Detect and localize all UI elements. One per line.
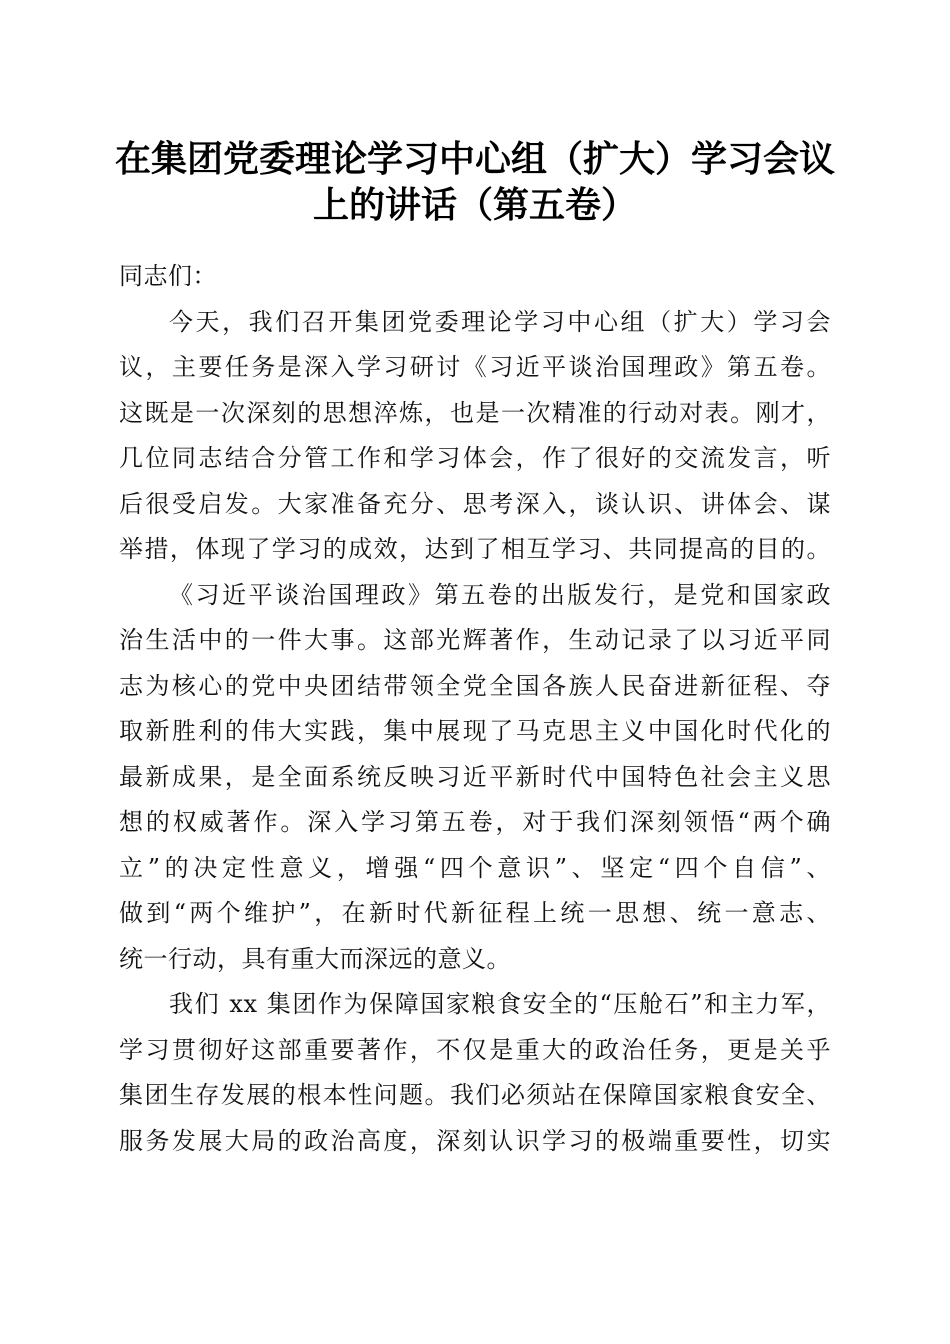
paragraph-line: 集团生存发展的根本性问题。我们必须站在保障国家粮食安全、 (119, 1081, 831, 1109)
paragraph-3 (119, 982, 831, 1164)
title-line-2: 上的讲话（第五卷） (312, 184, 637, 226)
document-body (119, 254, 831, 1164)
paragraph-line: 统一行动，具有重大而深远的意义。 (119, 944, 511, 973)
paragraph-2 (119, 573, 831, 983)
paragraph-line: 我们 xx 集团作为保障国家粮食安全的“压舱石”和主力军， (169, 990, 831, 1018)
paragraph-line: 做到“两个维护”，在新时代新征程上统一思想、统一意志、 (119, 899, 831, 927)
salutation: 同志们： (119, 262, 217, 290)
paragraph-line: 举措，体现了学习的成效，达到了相互学习、共同提高的目的。 (119, 535, 831, 563)
paragraph-line: 想的权威著作。深入学习第五卷，对于我们深刻领悟“两个确 (119, 808, 831, 836)
paragraph-line: 立”的决定性意义，增强“四个意识”、坚定“四个自信”、 (119, 853, 831, 882)
paragraph-line: 今天，我们召开集团党委理论学习中心组（扩大）学习会 (169, 307, 831, 336)
paragraph-line: 《习近平谈治国理政》第五卷的出版发行，是党和国家政 (169, 580, 831, 609)
paragraph-line: 志为核心的党中央团结带领全党全国各族人民奋进新征程、夺 (119, 671, 831, 700)
paragraph-line: 学习贯彻好这部重要著作，不仅是重大的政治任务，更是关乎 (119, 1035, 831, 1064)
paragraph-line: 议，主要任务是深入学习研讨《习近平谈治国理政》第五卷。 (119, 353, 831, 381)
paragraph-1 (119, 300, 831, 573)
paragraph-line: 治生活中的一件大事。这部光辉著作，生动记录了以习近平同 (119, 626, 831, 654)
title-line-1: 在集团党委理论学习中心组（扩大）学习会议 (114, 138, 835, 180)
paragraph-line: 后很受启发。大家准备充分、思考深入，谈认识、讲体会、谋 (119, 489, 831, 518)
paragraph-line: 服务发展大局的政治高度，深刻认识学习的极端重要性，切实 (119, 1126, 831, 1155)
paragraph-line: 这既是一次深刻的思想淬炼，也是一次精准的行动对表。刚才， (119, 398, 831, 427)
paragraph-line: 几位同志结合分管工作和学习体会，作了很好的交流发言，听 (119, 444, 831, 472)
paragraph-line: 最新成果，是全面系统反映习近平新时代中国特色社会主义思 (119, 762, 831, 791)
document-title (90, 136, 860, 228)
paragraph-line: 取新胜利的伟大实践，集中展现了马克思主义中国化时代化的 (119, 717, 831, 745)
